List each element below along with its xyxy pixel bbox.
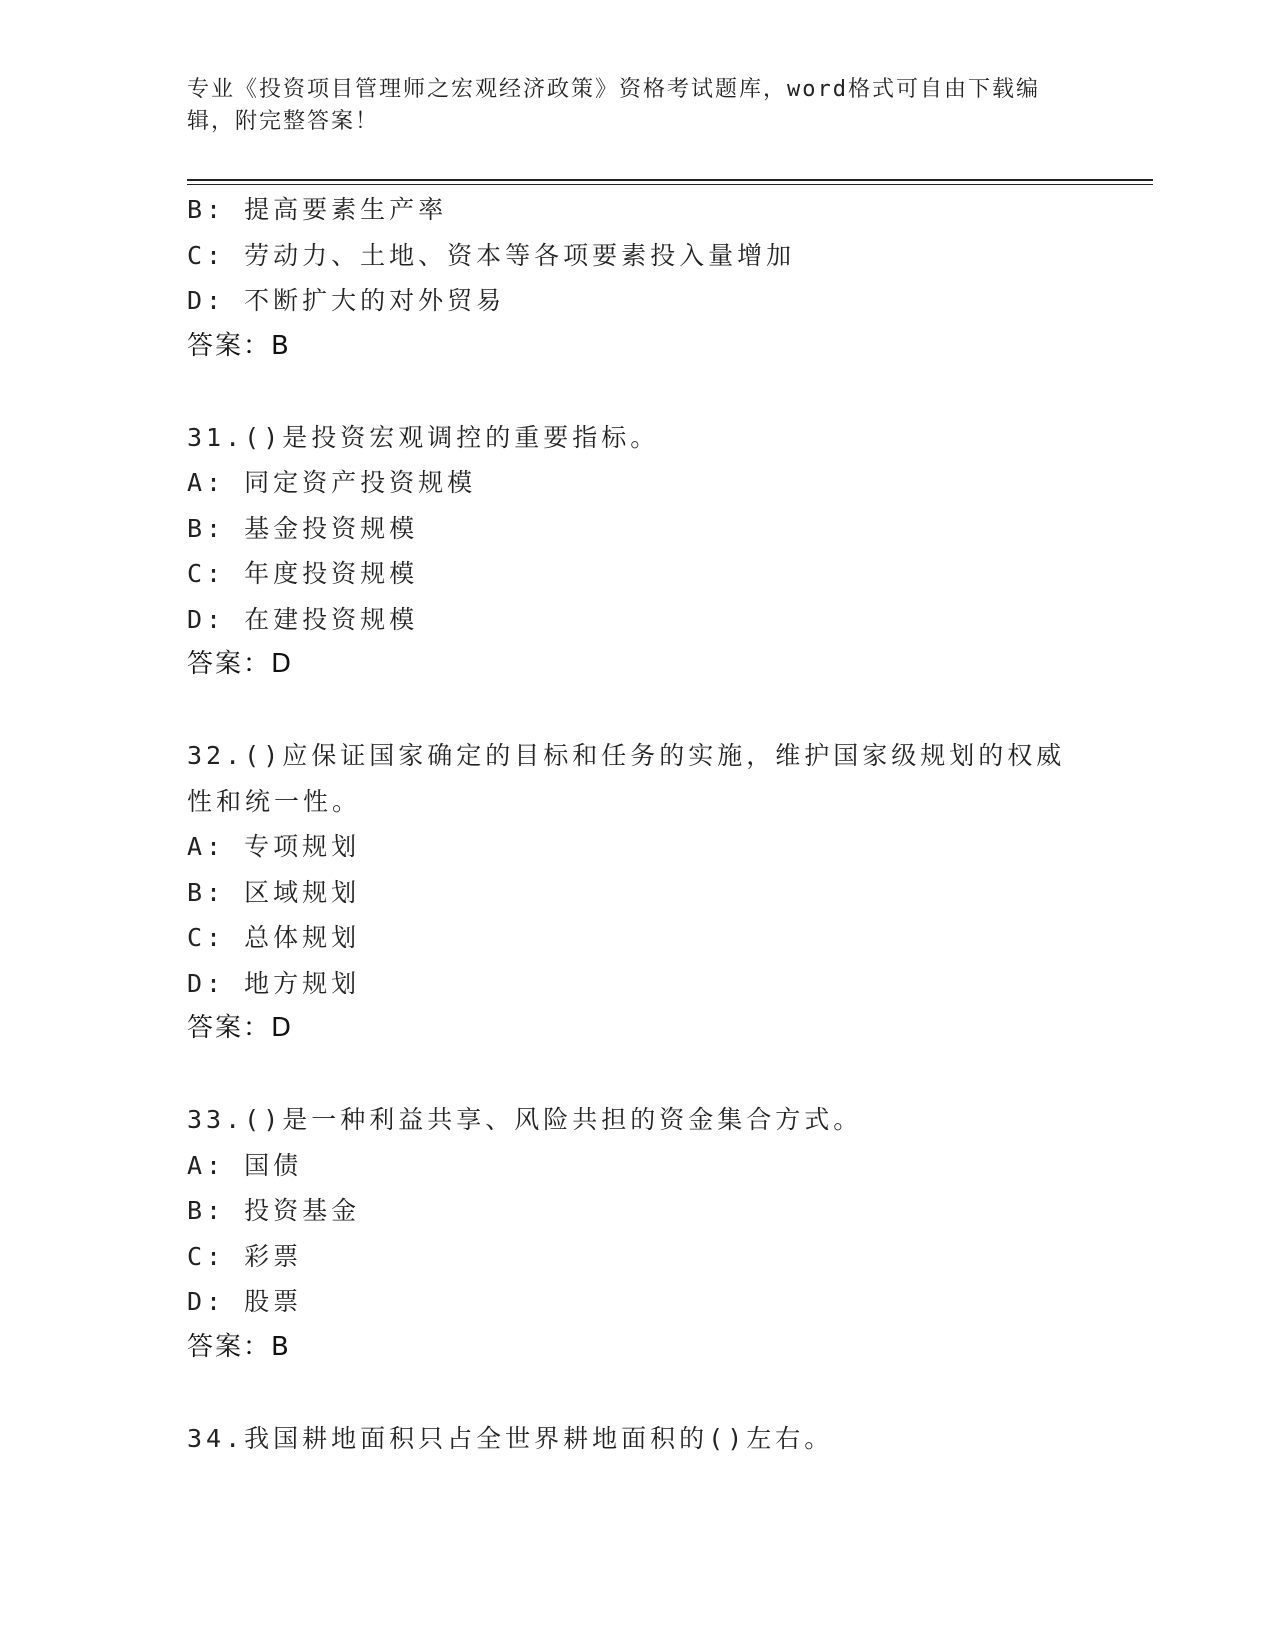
header-divider-thin	[187, 184, 1153, 185]
option-b: B: 基金投资规模	[187, 513, 419, 543]
option-c: C: 彩票	[187, 1241, 303, 1271]
spacer	[187, 1370, 1087, 1416]
option-c: C: 年度投资规模	[187, 559, 419, 588]
spacer	[187, 369, 1087, 415]
question-stem-32: 32.()应保证国家确定的目标和任务的实施，维护国家级规划的权威性和统一性。	[187, 741, 1066, 816]
question-stem-33: 33.()是一种利益共享、风险共担的资金集合方式。	[187, 1105, 863, 1134]
answer-line: 答案：D	[187, 649, 294, 679]
answer-line: 答案：B	[187, 330, 291, 361]
spacer	[187, 688, 1087, 734]
option-a: A: 专项规划	[187, 832, 361, 861]
page-header: 专业《投资项目管理师之宏观经济政策》资格考试题库，word格式可自由下载编辑，附完整答案！	[187, 77, 1040, 134]
option-d: D: 股票	[187, 1287, 303, 1316]
option-c: C: 总体规划	[187, 923, 361, 952]
spacer	[187, 1052, 1087, 1098]
question-list	[187, 187, 1087, 1461]
answer-line: 答案：B	[187, 1331, 291, 1362]
option-b: B: 提高要素生产率	[187, 195, 448, 224]
option-d: D: 在建投资规模	[187, 604, 419, 634]
option-d: D: 地方规划	[187, 968, 361, 998]
option-b: B: 区域规划	[187, 877, 361, 907]
option-b: B: 投资基金	[187, 1196, 361, 1225]
option-d: D: 不断扩大的对外贸易	[187, 286, 506, 315]
option-a: A: 国债	[187, 1150, 303, 1180]
question-stem-34: 34.我国耕地面积只占全世界耕地面积的()左右。	[187, 1423, 834, 1453]
option-a: A: 同定资产投资规模	[187, 468, 477, 497]
question-stem-31: 31.()是投资宏观调控的重要指标。	[187, 422, 660, 452]
answer-line: 答案：D	[187, 1013, 294, 1043]
header-divider-thick	[187, 179, 1153, 181]
option-c: C: 劳动力、土地、资本等各项要素投入量增加	[187, 240, 796, 270]
